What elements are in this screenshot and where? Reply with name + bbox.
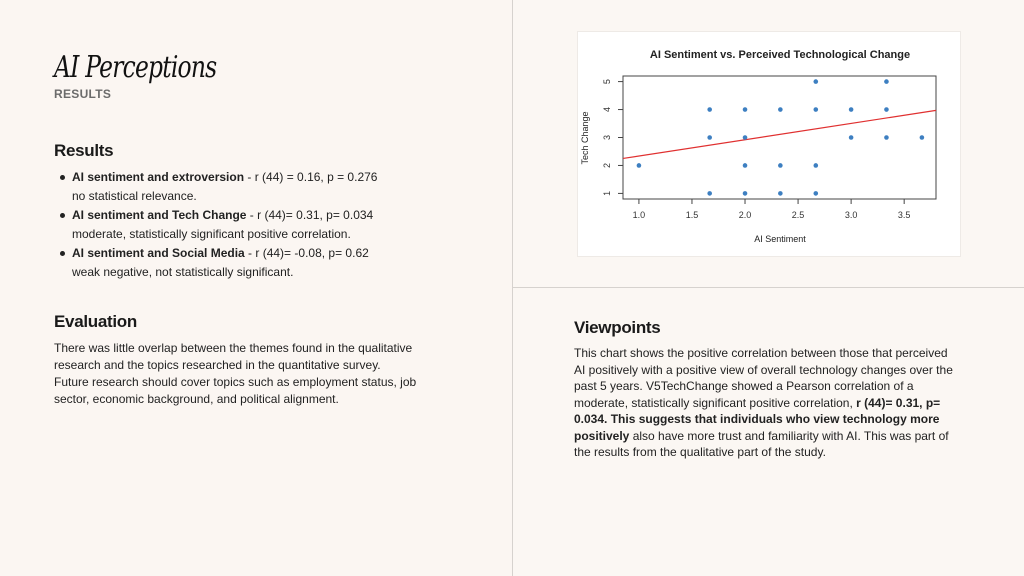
y-tick-label: 4 xyxy=(602,107,612,113)
evaluation-text xyxy=(54,340,434,408)
y-tick-label: 1 xyxy=(602,190,612,196)
data-point xyxy=(813,107,818,112)
page-subtitle: RESULTS xyxy=(54,87,112,101)
data-point xyxy=(743,163,748,168)
viewpoints-heading: Viewpoints xyxy=(574,318,661,337)
viewpoints-text xyxy=(574,345,958,461)
data-point xyxy=(813,191,818,196)
data-point xyxy=(849,107,854,112)
viewpoints-text-bold: r (44)= 0.31, p= 0.034. This suggests that individuals who view technology more positively xyxy=(574,395,941,443)
scatter-chart-card xyxy=(577,31,961,257)
y-tick-label: 2 xyxy=(602,162,612,168)
data-point xyxy=(813,79,818,84)
scatter-chart xyxy=(578,32,960,256)
data-point xyxy=(637,163,642,168)
plot-frame xyxy=(623,76,936,199)
results-item-note: moderate, statistically significant positive correlation. xyxy=(72,227,351,241)
results-item-stat: - r (44) = 0.16, p = 0.276 xyxy=(244,170,378,184)
results-item-note: weak negative, not statistically significant. xyxy=(72,265,294,279)
viewpoints-text-b: also have more trust and familiarity with AI. This was part of the results from the qualitative part of the study. xyxy=(574,428,949,459)
results-item-lead: AI sentiment and extroversion xyxy=(72,170,245,184)
data-points xyxy=(637,79,925,195)
viewpoints-text-a: This chart shows the positive correlation between those that perceived AI positively with a positive view of overall technology changes over the past 5 years. V5TechChange showed a Pearson correlation of a moderate, statistically significant positive correlation, xyxy=(574,346,953,410)
data-point xyxy=(778,191,783,196)
results-item xyxy=(60,168,460,206)
x-tick-label: 3.5 xyxy=(897,210,911,220)
results-item-stat: - r (44)= 0.31, p= 0.034 xyxy=(246,208,374,222)
y-tick-label: 3 xyxy=(602,134,612,141)
data-point xyxy=(707,135,712,140)
evaluation-text-2: Future research should cover topics such as employment status, job sector, economic background, and political alignment. xyxy=(54,375,417,406)
data-point xyxy=(920,135,925,140)
data-point xyxy=(778,163,783,168)
x-tick-label: 2.5 xyxy=(791,210,805,220)
data-point xyxy=(743,135,748,140)
vertical-divider xyxy=(512,0,513,576)
results-heading: Results xyxy=(54,141,114,160)
data-point xyxy=(849,135,854,140)
evaluation-heading: Evaluation xyxy=(54,312,137,331)
results-item xyxy=(60,206,460,244)
horizontal-divider xyxy=(513,287,1024,288)
page-title: AI Perceptions xyxy=(54,50,217,85)
x-axis-label: AI Sentiment xyxy=(754,234,806,244)
data-point xyxy=(743,107,748,112)
data-point xyxy=(884,135,889,140)
y-tick-label: 5 xyxy=(602,79,612,85)
data-point xyxy=(884,107,889,112)
results-item-stat: - r (44)= -0.08, p= 0.62 xyxy=(244,246,369,260)
results-item-lead: AI sentiment and Social Media xyxy=(72,246,245,260)
x-tick-label: 3.0 xyxy=(844,210,858,220)
data-point xyxy=(707,107,712,112)
results-item-lead: AI sentiment and Tech Change xyxy=(72,208,247,222)
x-tick-label: 1.5 xyxy=(685,210,699,220)
chart-title: AI Sentiment vs. Perceived Technological Change xyxy=(649,49,911,61)
regression-line xyxy=(623,110,936,158)
results-item-note: no statistical relevance. xyxy=(72,189,197,203)
results-list xyxy=(60,168,460,282)
evaluation-text-1: There was little overlap between the themes found in the qualitative research and the topics researched in the quantitative survey. xyxy=(54,341,413,372)
data-point xyxy=(743,191,748,196)
y-axis-label: Tech Change xyxy=(580,111,590,165)
data-point xyxy=(884,79,889,84)
results-item xyxy=(60,244,460,282)
data-point xyxy=(778,107,783,112)
data-point xyxy=(813,163,818,168)
x-tick-label: 2.0 xyxy=(738,210,752,220)
x-axis xyxy=(633,199,911,220)
y-axis xyxy=(602,79,623,196)
x-tick-label: 1.0 xyxy=(632,210,646,220)
data-point xyxy=(707,191,712,196)
